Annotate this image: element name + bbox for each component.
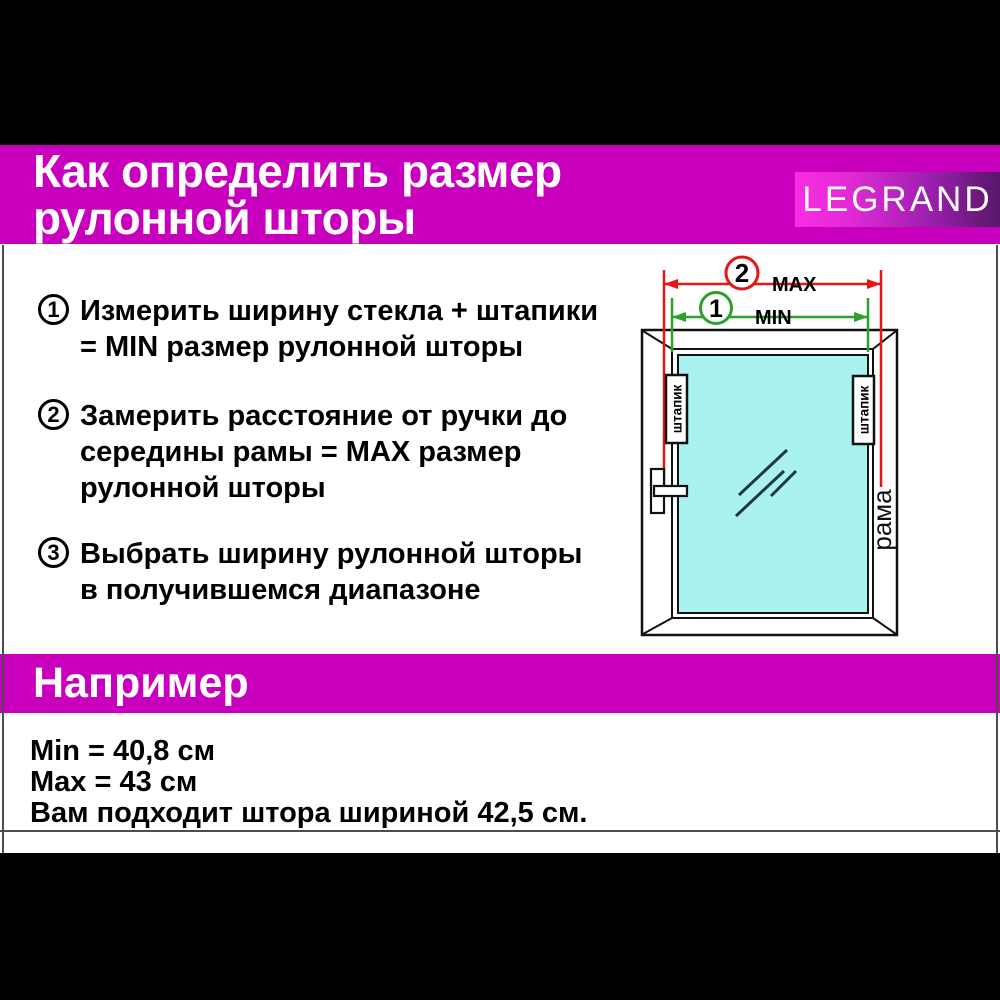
- brand-logo-text: LEGRAND: [802, 179, 993, 219]
- example-min-value: Min = 40,8 см: [30, 735, 216, 767]
- header-band: [0, 145, 1000, 244]
- max-label: MAX: [772, 274, 817, 296]
- step-1-line-2: = MIN размер рулонной шторы: [80, 331, 524, 363]
- flyer-panel: [0, 145, 1000, 853]
- min-label: MIN: [755, 307, 792, 329]
- example-values: [30, 736, 587, 829]
- step-text-3: [80, 536, 582, 608]
- step-number-badge-2: 2: [38, 399, 69, 430]
- example-max-value: Max = 43 см: [30, 766, 198, 798]
- panel-border-right: [996, 245, 998, 853]
- page-title-line2: рулонной шторы: [33, 192, 416, 244]
- window-handle-lever: [654, 486, 687, 496]
- window-measurement-diagram: [620, 250, 920, 650]
- example-band-title: Например: [33, 659, 249, 707]
- panel-border-bottom: [0, 830, 1000, 832]
- step-2-line-3: рулонной шторы: [80, 472, 326, 504]
- step-number-badge-3: 3: [38, 537, 69, 568]
- step-2-line-2: середины рамы = MAX размер: [80, 436, 522, 468]
- step-number-badge-1: 1: [38, 294, 69, 325]
- min-number: 1: [709, 295, 723, 323]
- step-2-line-1: Замерить расстояние от ручки до: [80, 400, 568, 432]
- step-3-line-2: в получившемся диапазоне: [80, 574, 481, 606]
- step-text-1: [80, 293, 598, 365]
- brand-logo: [795, 172, 1000, 227]
- step-1-line-1: Измерить ширину стекла + штапики: [80, 295, 599, 327]
- example-band: [0, 654, 1000, 713]
- step-text-2: [80, 398, 567, 506]
- bead-label-right: штапик: [856, 385, 872, 435]
- step-item-1: [38, 293, 598, 365]
- frame-label: рама: [867, 489, 897, 551]
- step-item-3: [38, 536, 582, 608]
- page-title-line1: Как определить размер: [33, 145, 562, 197]
- page-title: [33, 145, 562, 244]
- bead-label-left: штапик: [669, 384, 685, 434]
- step-item-2: [38, 398, 567, 506]
- window-glass: [678, 355, 868, 613]
- panel-border-left: [2, 245, 4, 853]
- step-3-line-1: Выбрать ширину рулонной шторы: [80, 538, 583, 570]
- max-number: 2: [734, 258, 750, 288]
- example-result-value: Вам подходит штора шириной 42,5 см.: [30, 797, 588, 829]
